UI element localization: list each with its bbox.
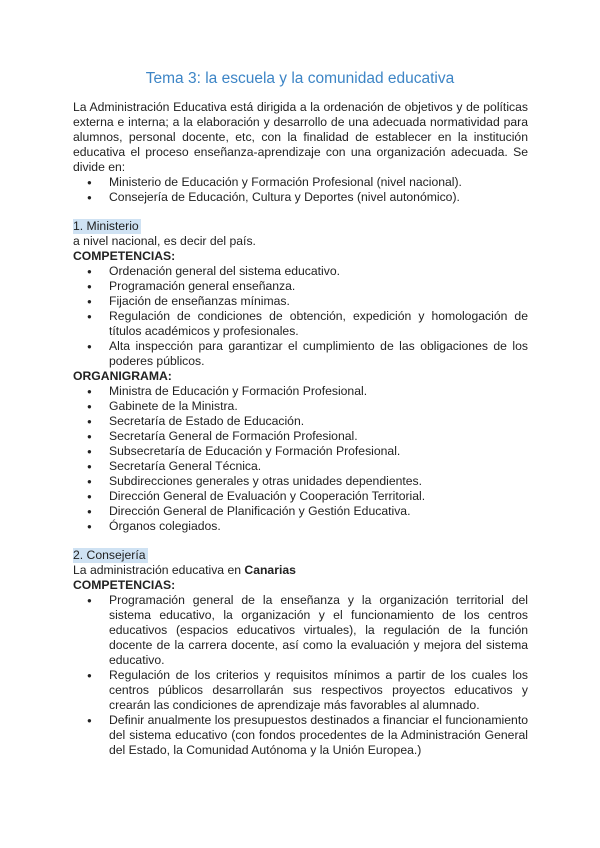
list-item: ● Programación general de la enseñanza y la organización territorial del sistema educativo, la organización y el funcionamiento de los centros educativos (espacios educativos virtuales), la regulación de la función docente de la carrera docente, así como la evaluación y mejora del sistema educativo. — [73, 593, 528, 668]
list-item: ● Subdirecciones generales y otras unidades dependientes. — [73, 474, 528, 489]
page-title: Tema 3: la escuela y la comunidad educativa — [145, 70, 455, 87]
list-item: ● Dirección General de Evaluación y Cooperación Territorial. — [73, 489, 528, 504]
list-item: ● Regulación de los criterios y requisitos mínimos a partir de los cuales los centros públicos desarrollarán sus respectivos proyectos educativos y crearán las condiciones de aprendizaje más favorables al alumnado. — [73, 668, 528, 713]
section-heading-ministerio: 1. Ministerio — [73, 219, 139, 233]
list-item: ● Alta inspección para garantizar el cumplimiento de las obligaciones de los poderes públicos. — [73, 339, 528, 369]
list-item: ● Fijación de enseñanzas mínimas. — [73, 294, 528, 309]
list-item: ● Órganos colegiados. — [73, 519, 528, 534]
section-heading-consejeria: 2. Consejería — [73, 548, 146, 562]
list-item: ● Ordenación general del sistema educativo. — [73, 264, 528, 279]
ministerio-organigrama-list — [73, 384, 528, 534]
competencias-label: COMPETENCIAS: — [73, 249, 176, 263]
description-text: La administración educativa en — [73, 563, 245, 577]
ministerio-competencias-list — [73, 264, 528, 369]
list-item: ● Dirección General de Planificación y Gestión Educativa. — [73, 504, 528, 519]
list-item: ● Ministerio de Educación y Formación Profesional (nivel nacional). — [73, 175, 528, 190]
list-item: ● Regulación de condiciones de obtención, expedición y homologación de títulos académicos y profesionales. — [73, 309, 528, 339]
region-name: Canarias — [244, 563, 296, 577]
list-item: ● Secretaría General Técnica. — [73, 459, 528, 474]
list-item: ● Secretaría de Estado de Educación. — [73, 414, 528, 429]
organigrama-label: ORGANIGRAMA: — [73, 369, 172, 383]
list-item: ● Subsecretaría de Educación y Formación Profesional. — [73, 444, 528, 459]
list-item: ● Consejería de Educación, Cultura y Deportes (nivel autonómico). — [73, 190, 528, 205]
intro-bullet-list — [73, 175, 528, 205]
list-item: ● Ministra de Educación y Formación Profesional. — [73, 384, 528, 399]
ministerio-description: a nivel nacional, es decir del país. — [73, 234, 256, 248]
list-item: ● Programación general enseñanza. — [73, 279, 528, 294]
intro-paragraph: La Administración Educativa está dirigida a la ordenación de objetivos y de políticas externa e interna; a la elaboración y desarrollo de una adecuada normatividad para alumnos, personal docente, etc, con la finalidad de establecer en la institución educativa el proceso enseñanza-aprendizaje con una organización adecuada. Se divide en: — [73, 100, 528, 174]
document-body — [73, 100, 528, 758]
competencias-label: COMPETENCIAS: — [73, 578, 176, 592]
consejeria-competencias-list — [73, 593, 528, 758]
list-item: ● Secretaría General de Formación Profesional. — [73, 429, 528, 444]
list-item: ● Gabinete de la Ministra. — [73, 399, 528, 414]
list-item: ● Definir anualmente los presupuestos destinados a financiar el funcionamiento del sistema educativo (con fondos procedentes de la Administración General del Estado, la Comunidad Autónoma y la Unión Europea.) — [73, 713, 528, 758]
consejeria-description — [73, 563, 528, 578]
